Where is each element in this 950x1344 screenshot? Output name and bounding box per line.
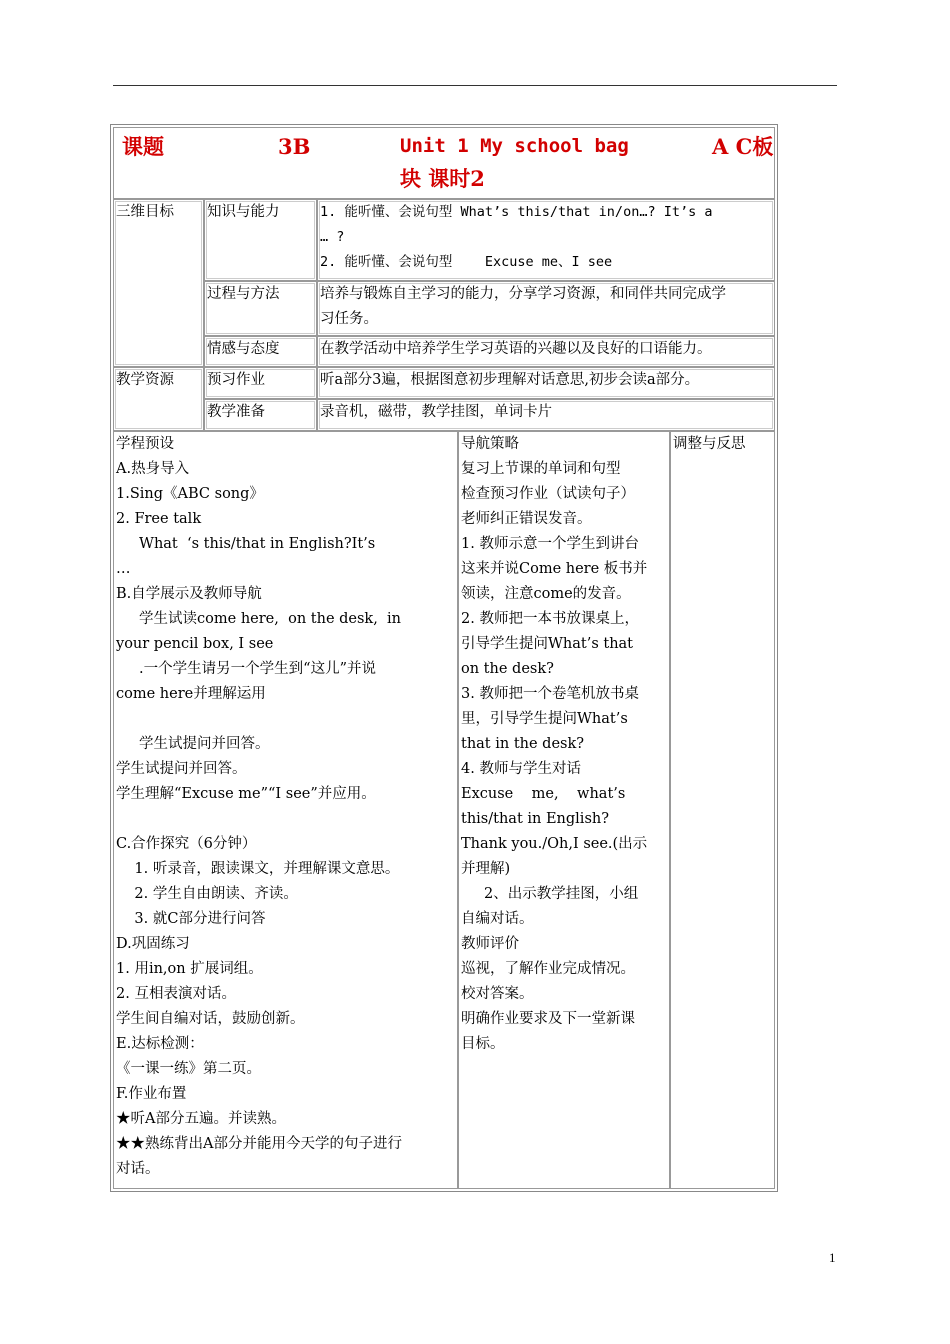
prep-content: [317, 399, 775, 431]
process-line: ★★熟练背出A部分并能用今天学的句子进行: [116, 1136, 402, 1152]
process-line: your pencil box, I see: [116, 636, 274, 652]
process-line: 学生试读come here, on the desk, in: [116, 611, 402, 627]
goals-heading: 三维目标: [116, 204, 174, 220]
grade: 3B: [278, 134, 311, 159]
strategy-line: on the desk?: [461, 661, 554, 677]
process-line: 2. 学生自由朗读、齐读。: [116, 886, 298, 902]
unit-title: Unit 1 My school bag: [400, 135, 629, 157]
strategy-line: 1. 教师示意一个学生到讲台: [461, 536, 639, 552]
strategy-line: 3. 教师把一个卷笔机放书桌: [461, 686, 639, 702]
lesson-plan-table: [110, 124, 778, 1192]
process-line: 学生理解“Excuse me”“I see”并应用。: [116, 786, 376, 802]
knowledge-label: 知识与能力: [207, 204, 280, 220]
process-line: F.作业布置: [116, 1086, 187, 1102]
knowledge-content: [317, 199, 775, 281]
process-line: 1. 听录音，跟读课文，并理解课文意思。: [116, 861, 400, 877]
process-line: D.巩固练习: [116, 936, 190, 952]
prep-label-cell: [204, 399, 317, 431]
lesson-label: 块 课时2: [400, 166, 485, 191]
strategy-line: 校对答案。: [461, 986, 534, 1002]
prep-label: 教学准备: [207, 404, 265, 420]
process-line: [116, 807, 455, 832]
strategy-column-heading: 导航策略: [461, 436, 519, 452]
strategy-line: 明确作业要求及下一堂新课: [461, 1011, 635, 1027]
process-line: 学生试提问并回答。: [116, 736, 270, 752]
process-line: 2. Free talk: [116, 511, 202, 527]
process-line: [116, 707, 455, 732]
preview-text: 听a部分3遍，根据图意初步理解对话意思,初步会读a部分。: [320, 372, 700, 388]
process-line: 培养与锻炼自主学习的能力，分享学习资源，和同伴共同完成学: [320, 286, 726, 302]
strategy-column-body: [461, 457, 667, 1057]
process-line: 3. 就C部分进行问答: [116, 911, 266, 927]
strategy-line: 引导学生提问What’s that: [461, 636, 634, 652]
process-line: B.自学展示及教师导航: [116, 586, 262, 602]
strategy-line: Thank you./Oh,I see.(出示: [461, 836, 648, 852]
process-line: …: [116, 561, 131, 577]
preview-label-cell: [204, 367, 317, 399]
strategy-line: 2、出示教学挂图，小组: [461, 886, 639, 902]
strategy-line: 目标。: [461, 1036, 505, 1052]
strategy-line: 教师评价: [461, 936, 519, 952]
attitude-text: 在教学活动中培养学生学习英语的兴趣以及良好的口语能力。: [320, 341, 712, 357]
process-line: C.合作探究（6分钟）: [116, 836, 257, 852]
process-line: What ‘s this/that in English?It’s: [116, 536, 376, 552]
strategy-column: [458, 431, 670, 1189]
strategy-line: 这来并说Come here 板书并: [461, 561, 648, 577]
knowledge-label-cell: [204, 199, 317, 281]
page-number: 1: [829, 1250, 836, 1265]
strategy-line: 2. 教师把一本书放课桌上，: [461, 611, 639, 627]
strategy-line: 4. 教师与学生对话: [461, 761, 581, 777]
header-rule: [113, 85, 837, 86]
resources-heading-cell: [113, 367, 204, 431]
strategy-line: 并理解): [461, 861, 511, 877]
process-line: A.热身导入: [116, 461, 190, 477]
process-column-body: [116, 457, 455, 1182]
process-label: 过程与方法: [207, 286, 280, 302]
strategy-line: 复习上节课的单词和句型: [461, 461, 621, 477]
process-line: ★听A部分五遍。并读熟。: [116, 1111, 286, 1127]
process-line: .一个学生请另一个学生到“这儿”并说: [116, 661, 376, 677]
goals-heading-cell: [113, 199, 204, 367]
process-line: 习任务。: [320, 311, 378, 327]
strategy-line: 领读，注意come的发音。: [461, 586, 631, 602]
title-label: 课题: [122, 134, 164, 159]
reflection-column-heading: 调整与反思: [673, 436, 746, 452]
attitude-content: [317, 336, 775, 367]
knowledge-line: 1. 能听懂、会说句型 What’s this/that in/on…? It’s a: [320, 204, 713, 220]
title-row: [113, 127, 775, 199]
knowledge-line: 2. 能听懂、会说句型 Excuse me、I see: [320, 254, 613, 270]
strategy-line: 里，引导学生提问What’s: [461, 711, 628, 727]
process-line: come here并理解运用: [116, 686, 266, 702]
process-line: 2. 互相表演对话。: [116, 986, 236, 1002]
strategy-line: 老师纠正错误发音。: [461, 511, 592, 527]
strategy-line: 自编对话。: [461, 911, 534, 927]
knowledge-line: … ?: [320, 229, 345, 245]
preview-content: [317, 367, 775, 399]
process-column-heading: 学程预设: [116, 436, 174, 452]
process-line: 1.Sing《ABC song》: [116, 486, 264, 502]
attitude-label: 情感与态度: [207, 341, 280, 357]
strategy-line: 检查预习作业（试读句子）: [461, 486, 635, 502]
process-content: [317, 281, 775, 336]
reflection-column: [670, 431, 775, 1189]
preview-label: 预习作业: [207, 372, 265, 388]
prep-text: 录音机，磁带，教学挂图，单词卡片: [320, 404, 552, 420]
strategy-line: Excuse me, what’s: [461, 786, 626, 802]
strategy-line: 巡视，了解作业完成情况。: [461, 961, 635, 977]
process-column: [113, 431, 458, 1189]
attitude-label-cell: [204, 336, 317, 367]
process-line: 1. 用in,on 扩展词组。: [116, 961, 263, 977]
board-label: A C板: [712, 134, 774, 159]
process-line: 学生间自编对话，鼓励创新。: [116, 1011, 305, 1027]
process-line: 对话。: [116, 1161, 160, 1177]
process-line: 学生试提问并回答。: [116, 761, 247, 777]
strategy-line: this/that in English?: [461, 811, 609, 827]
resources-heading: 教学资源: [116, 372, 174, 388]
process-line: 《一课一练》第二页。: [116, 1061, 261, 1077]
process-label-cell: [204, 281, 317, 336]
process-line: E.达标检测：: [116, 1036, 204, 1052]
strategy-line: that in the desk?: [461, 736, 585, 752]
